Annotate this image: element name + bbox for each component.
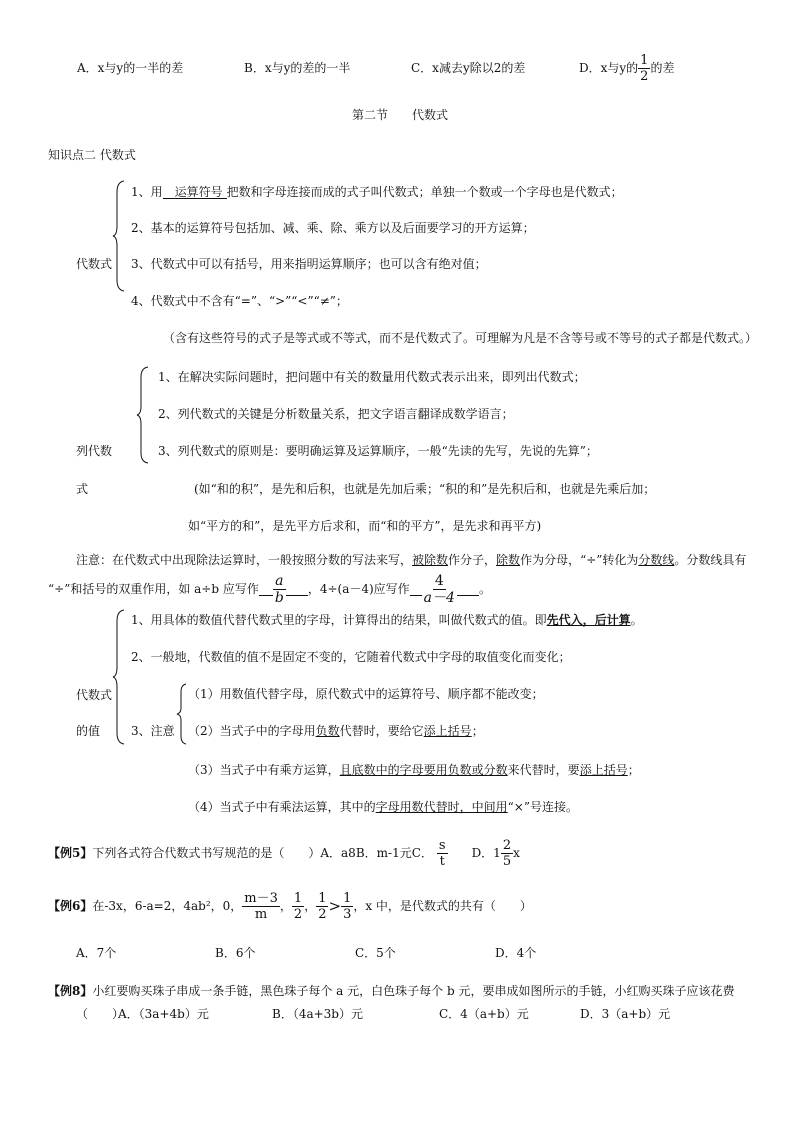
fraction-numerator: 4 [434, 572, 444, 589]
brace-dsx [112, 180, 126, 292]
division-note-line1 [76, 554, 746, 566]
attention-sub-emphasis: 负数或分数 [447, 763, 508, 777]
ldsx-item-2: 2、列代数式的关键是分析数量关系，把文字语言翻译成数学语言； [158, 407, 514, 421]
dsx-note: （含有这些符号的式子是等式或不等式，而不是代数式了。可理解为凡是不含等号或不等号的式子都是代数式。） [163, 331, 758, 345]
fraction-denominator: a－4 [423, 589, 455, 606]
fraction-denominator: 5 [502, 853, 512, 869]
dsx-item-1-fill: 运算符号 [163, 186, 227, 199]
division-note-divisor: 除数 [496, 553, 521, 567]
answer-blank [457, 583, 479, 596]
ldsx-item-1: 1、在解决实际问题时，把问题中有关的数量用代数式表示出来，即列出代数式； [158, 370, 586, 384]
option-d-fraction [638, 54, 650, 83]
answer-blank [410, 583, 422, 596]
example-8-option-c: C．4（a+b）元 [439, 1007, 529, 1021]
attention-sub-text: ； [627, 763, 640, 777]
attention-sub-2 [188, 725, 484, 737]
ldsx-item-3-example-1: (如“和的积”，是先和后积，也就是先加后乘；“积的和”是先积后和，也就是先乘后加； [194, 482, 656, 496]
fraction-numerator: 1 [343, 890, 352, 906]
example-8-option-b: B．（4a+3b）元 [272, 1007, 363, 1021]
fraction-denominator: b [274, 589, 284, 606]
fraction-numerator: m－3 [244, 890, 278, 906]
example-5-text: 下列各式符合代数式书写规范的是（ ）A．a8B．m-1元C． [92, 846, 433, 860]
example-5-option-d-suffix: x [513, 846, 520, 860]
option-d [579, 52, 674, 84]
division-note-fraction-bar: 分数线 [638, 553, 675, 567]
dsx-label: 代数式 [76, 257, 113, 271]
example-6-tag: 【例6】 [48, 899, 93, 913]
fraction-a-over-b [273, 574, 286, 605]
example-5-tag: 【例5】 [48, 846, 93, 860]
example-8-text: 小红要购买珠子串成一条手链，黑色珠子每个 a 元，白色珠子每个 b 元，要串成如图所示的手链，小红购买珠子应该花费 [92, 984, 735, 998]
division-note-text: 。分数线具有 [674, 553, 747, 567]
fraction-denominator: 2 [640, 68, 649, 84]
fraction-denominator: 2 [293, 906, 303, 922]
option-d-prefix: D．x与y的 [579, 61, 639, 75]
dszhi-item-1-text: 1、用具体的数值代替代数式里的字母，计算得出的结果，叫做代数式的值。即 [131, 613, 547, 627]
fraction-numerator: s [438, 837, 446, 853]
fraction-4-over-a-minus-4 [422, 574, 457, 605]
option-a: A．x与y的一半的差 [77, 61, 184, 75]
example-5 [48, 834, 520, 872]
dsx-item-3: 3、代数式中可以有括号，用来指明运算顺序；也可以含有绝对值； [131, 257, 487, 271]
attention-sub-3 [188, 764, 640, 776]
dsx-item-1-suffix: 把数和字母连接而成的式子叫代数式；单独一个数或一个字母也是代数式； [226, 185, 623, 199]
dsx-item-2: 2、基本的运算符号包括加、减、乘、除、乘方以及后面要学习的开方运算； [131, 221, 535, 235]
division-note-text: 作分子， [448, 553, 497, 567]
division-note-text: “÷”和括号的双重作用，如 a÷b 应写作 [48, 582, 259, 596]
attention-sub-text: （2）当式子中的字母用 [188, 724, 316, 738]
ldsx-item-3: 3、列代数式的原则是：要明确运算及运算顺序，一般“先读的先写，先说的先算”； [158, 444, 598, 458]
example-6-text: 在-3x，6-a=2，4ab²，0， [92, 899, 243, 913]
ldsx-item-3-example-2: 如“平方的和”，是先平方后求和，而“和的平方”，是先求和再平方) [188, 519, 542, 533]
example-8-option-a: A．（3a+4b）元 [118, 1007, 209, 1021]
attention-sub-4 [188, 801, 578, 813]
example-6-text: ，x 中，是代数式的共有（ ） [353, 899, 532, 913]
attention-sub-text: （3）当式子中有乘方运算， [188, 763, 340, 777]
example-6-option-d: D．4个 [495, 946, 537, 960]
division-note-text: 注意：在代数式中出现除法运算时，一般按照分数的写法来写， [76, 553, 413, 567]
fraction-one-half [292, 892, 304, 921]
dszhi-item-1-text: 。 [630, 613, 643, 627]
dsx-item-4: 4、代数式中不含有“=”、“>”“<”“≠”； [131, 294, 348, 308]
example-6-option-a: A．7个 [76, 946, 117, 960]
fraction-denominator: 3 [343, 906, 352, 922]
attention-sub-emphasis: 且底数中的字母要用 [339, 763, 448, 777]
attention-sub-text: （4）当式子中有乘法运算，其中的 [188, 800, 376, 814]
brace-ldsx [136, 366, 150, 464]
fraction-numerator: 1 [640, 52, 649, 68]
attention-sub-emphasis: 字母用数代替时，中间用 [375, 800, 508, 814]
example-8-option-d: D．3（a+b）元 [580, 1007, 671, 1021]
attention-sub-1: （1）用数值代替字母，原代数式中的运算符号、顺序都不能改变； [188, 687, 544, 701]
division-note-dividend: 被除数 [412, 553, 449, 567]
fraction-denominator: 2 [318, 906, 327, 922]
example-5-option-d-fraction [501, 839, 513, 868]
dsx-item-1-prefix: 1、用 [131, 185, 163, 199]
division-note-text: 作为分母，“÷”转化为 [520, 553, 639, 567]
example-6-separator: ， [279, 899, 292, 913]
ldsx-label-line1: 列代数 [76, 444, 113, 458]
fraction-numerator: a [275, 572, 284, 589]
dsx-item-1 [131, 186, 623, 199]
fraction-numerator: 1 [293, 890, 303, 906]
example-6 [48, 887, 532, 925]
section-title: 第二节 代数式 [352, 108, 449, 122]
fraction-denominator: m [254, 906, 268, 922]
attention-sub-emphasis: 负数 [315, 724, 340, 738]
division-note-text: ，4÷(a－4)应写作 [307, 582, 410, 596]
greater-than-sign: > [328, 896, 342, 915]
example-8-answer-paren: （ ） [76, 1007, 125, 1021]
dszhi-label-line1: 代数式 [76, 688, 113, 702]
dszhi-item-1-emphasis: 先代入，后计算 [546, 613, 631, 627]
attention-sub-text: 来代替时，要 [507, 763, 580, 777]
option-c: C．x减去y除以2的差 [411, 61, 526, 75]
answer-blank [259, 583, 273, 596]
dszhi-item-3: 3、注意 [131, 724, 175, 738]
dszhi-item-2: 2、一般地，代数值的值不是固定不变的，它随着代数式中字母的取值变化而变化； [131, 650, 571, 664]
attention-sub-emphasis: 添上括号 [579, 763, 628, 777]
knowledge-point-title: 知识点二 代数式 [48, 148, 136, 162]
fraction-one-third [341, 892, 353, 921]
answer-blank [286, 583, 308, 596]
attention-sub-text: 代替时，要给它 [339, 724, 424, 738]
attention-sub-emphasis: 添上括号 [423, 724, 472, 738]
brace-attention [176, 683, 188, 745]
fraction-numerator: 1 [318, 890, 327, 906]
example-6-separator: ， [304, 899, 317, 913]
example-8-tag: 【例8】 [48, 984, 93, 998]
dszhi-label-line2: 的值 [76, 724, 101, 738]
attention-sub-text: ； [471, 724, 484, 738]
option-b: B．x与y的差的一半 [244, 61, 351, 75]
option-d-suffix: 的差 [650, 61, 675, 75]
example-6-option-b: B．6个 [215, 946, 256, 960]
division-note-text: 。 [478, 582, 491, 596]
brace-dszhi [112, 609, 126, 745]
ldsx-label-line2: 式 [76, 482, 89, 496]
dszhi-item-1 [131, 614, 643, 626]
fraction-denominator: t [439, 853, 445, 869]
attention-sub-text: “×”号连接。 [507, 800, 578, 814]
fraction-m-minus-3-over-m [242, 892, 280, 921]
example-8 [48, 985, 734, 997]
division-note-line2 [48, 570, 491, 608]
example-5-option-d-prefix: D．1 [471, 846, 501, 860]
fraction-one-half [316, 892, 328, 921]
example-5-option-c-fraction [437, 839, 448, 868]
fraction-numerator: 2 [502, 837, 512, 853]
example-6-option-c: C．5个 [355, 946, 396, 960]
